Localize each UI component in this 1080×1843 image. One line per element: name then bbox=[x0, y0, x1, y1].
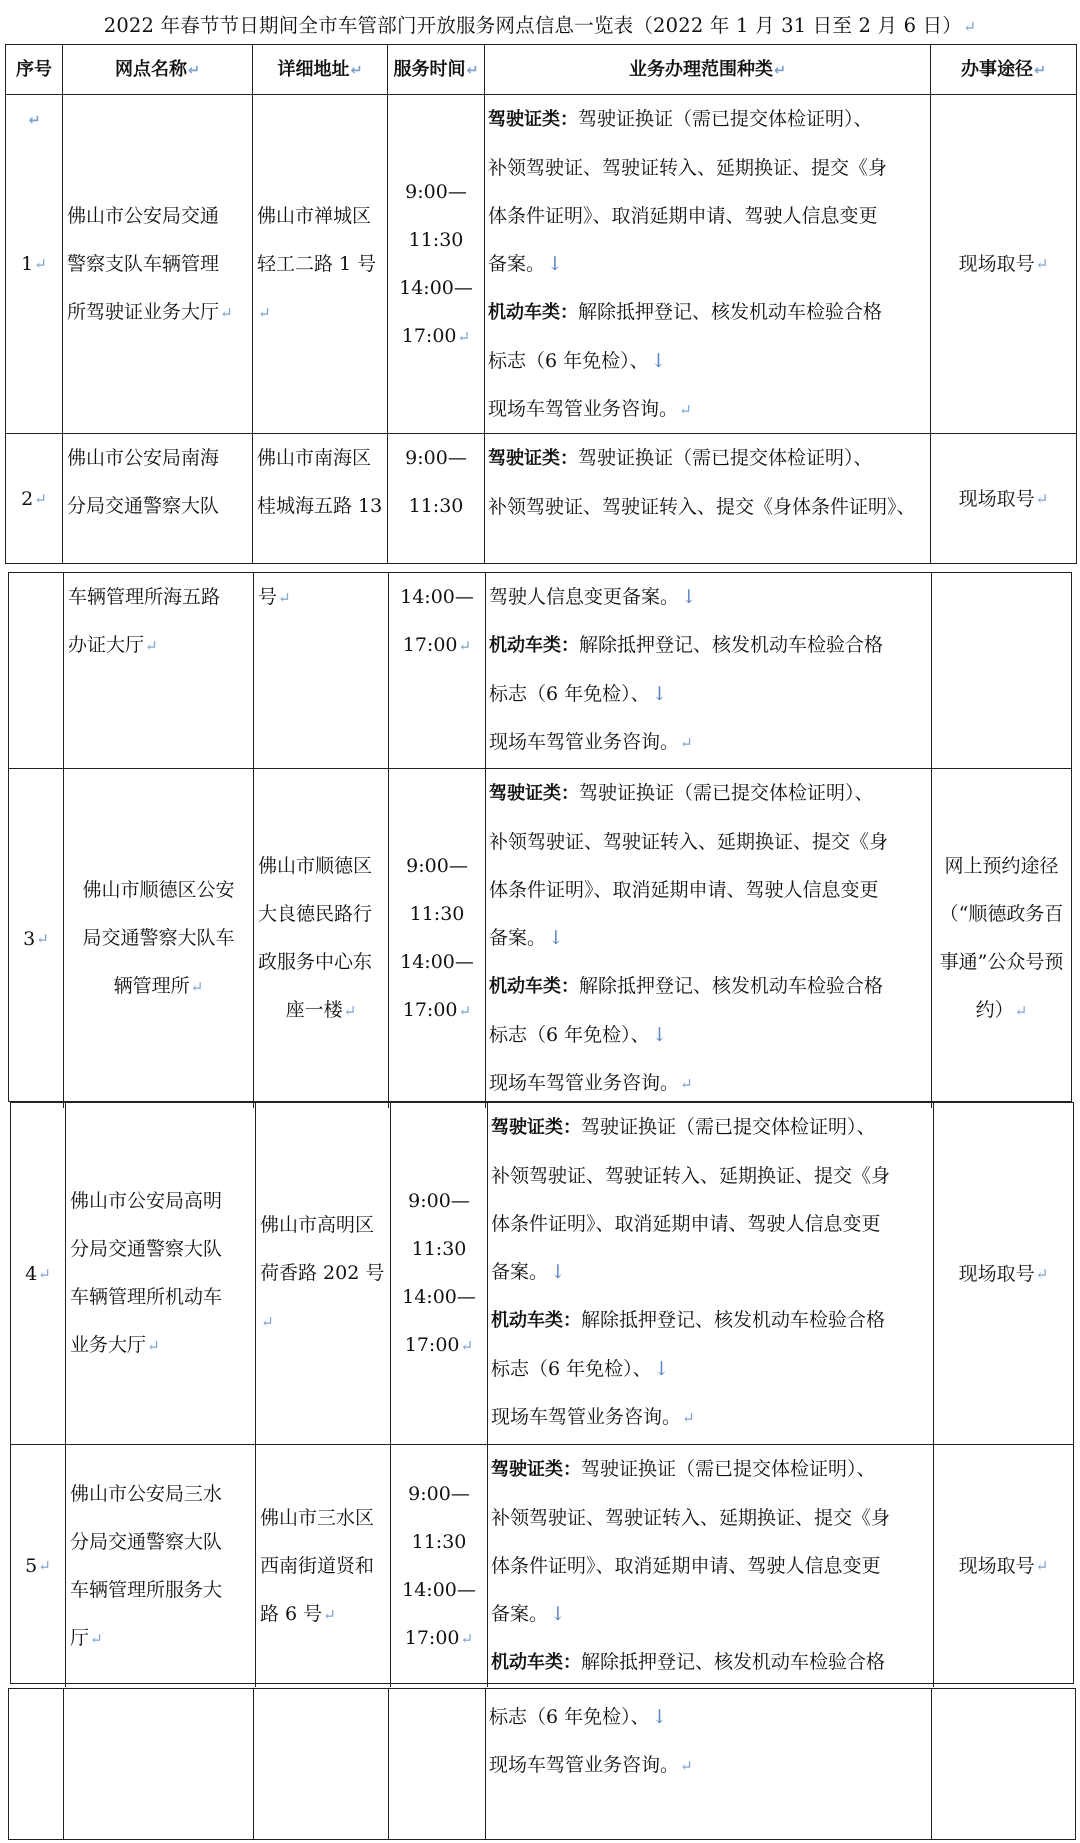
row2-name-part2: 车辆管理所海五路 办证大厅↵ bbox=[64, 573, 254, 769]
paragraph-mark-icon: ↵ bbox=[963, 18, 977, 36]
row5-address: 佛山市三水区 西南街道贤和 路 6 号↵ bbox=[256, 1445, 391, 1687]
row3-channel: 网上预约途径 （“顺德政务百 事通”公众号预 约）↵ bbox=[939, 855, 1064, 1021]
row2-channel-cont bbox=[932, 573, 1071, 769]
row1-no: 1 ↵ bbox=[6, 95, 63, 434]
row2-no: 2 ↵ bbox=[6, 434, 63, 563]
row2-scope-part2: 驾驶人信息变更备案。 ↓ 机动车类：解除抵押登记、核发机动车检验合格 标志（6 年免检）、 ↓ 现场车驾管业务咨询。↵ bbox=[486, 573, 932, 769]
row5-time-cont bbox=[389, 1689, 486, 1839]
row4-scope: 驾驶证类：驾驶证换证（需已提交体检证明）、 补领驾驶证、驾驶证转入、延期换证、提交《身 体条件证明》、取消延期申请、驾驶人信息变更 备案。 ↓ 机动车类：解除抵押登记、核发机动车检验合格 标志（6 年免检）、 ↓ 现场车驾管业务咨询。↵ bbox=[488, 1103, 934, 1445]
table-segment-3 bbox=[10, 1102, 1074, 1684]
table-segment-1 bbox=[5, 44, 1077, 564]
row3-name: 佛山市顺德区公安 局交通警察大队车 辆管理所↵ bbox=[64, 769, 254, 1108]
row3-address: 佛山市顺德区 大良德民路行 政服务中心东 座一楼↵ bbox=[254, 769, 389, 1108]
row5-scope-part2: 标志（6 年免检）、 ↓ 现场车驾管业务咨询。↵ bbox=[486, 1689, 932, 1839]
row5-no: 5 ↵ bbox=[11, 1445, 66, 1687]
header-name: 网点名称↵ bbox=[63, 45, 253, 95]
header-scope: 业务办理范围种类↵ bbox=[485, 45, 931, 95]
row5-channel: 现场取号 ↵ bbox=[958, 1555, 1049, 1577]
row2-channel: 现场取号 ↵ bbox=[958, 487, 1049, 510]
row5-time: 9:00— 11:30 14:00— 17:00↵ bbox=[391, 1445, 488, 1687]
row4-time: 9:00— 11:30 14:00— 17:00↵ bbox=[391, 1103, 488, 1445]
row2-time-part1: 9:00— 11:30 bbox=[388, 434, 485, 563]
row2-no-cont bbox=[9, 573, 64, 769]
row5-scope-part1: 驾驶证类：驾驶证换证（需已提交体检证明）、 补领驾驶证、驾驶证转入、延期换证、提交《身 体条件证明》、取消延期申请、驾驶人信息变更 备案。 ↓ 机动车类：解除抵押登记、核发机动车检验合格 bbox=[488, 1445, 934, 1687]
row5-address-cont bbox=[254, 1689, 389, 1839]
row3-no: 3 ↵ bbox=[9, 769, 64, 1108]
table-segment-4 bbox=[8, 1688, 1076, 1840]
page-title bbox=[0, 10, 1080, 38]
row3-scope: 驾驶证类：驾驶证换证（需已提交体检证明）、 补领驾驶证、驾驶证转入、延期换证、提交《身 体条件证明》、取消延期申请、驾驶人信息变更 备案。 ↓ 机动车类：解除抵押登记、核发机动车检验合格 标志（6 年免检）、 ↓ 现场车驾管业务咨询。↵ bbox=[486, 769, 932, 1108]
row5-name-cont bbox=[64, 1689, 254, 1839]
row1-channel: 现场取号 ↵ bbox=[931, 95, 1076, 434]
row5-no-cont bbox=[9, 1689, 64, 1839]
row2-time-part2: 14:00— 17:00↵ bbox=[389, 573, 486, 769]
header-time: 服务时间↵ bbox=[388, 45, 485, 95]
row2-address-part1: 佛山市南海区 桂城海五路 13 bbox=[253, 434, 388, 563]
title-text: 2022 年春节节日期间全市车管部门开放服务网点信息一览表（2022 年 1 月 31 日至 2 月 6 日） bbox=[103, 14, 962, 37]
row1-scope: 驾驶证类：驾驶证换证（需已提交体检证明）、 补领驾驶证、驾驶证转入、延期换证、提交《身 体条件证明》、取消延期申请、驾驶人信息变更 备案。 ↓ 机动车类：解除抵押登记、核发机动车检验合格 标志（6 年免检）、 ↓ 现场车驾管业务咨询。↵ bbox=[485, 95, 931, 434]
row1-address: 佛山市禅城区 轻工二路 1 号↵ bbox=[253, 95, 388, 434]
row2-address-part2: 号↵ bbox=[254, 573, 389, 769]
row4-channel: 现场取号 ↵ bbox=[934, 1103, 1073, 1445]
row4-name: 佛山市公安局高明 分局交通警察大队 车辆管理所机动车 业务大厅↵ bbox=[66, 1103, 256, 1445]
row2-name-part1: 佛山市公安局南海 分局交通警察大队 bbox=[63, 434, 253, 563]
row3-time: 9:00— 11:30 14:00— 17:00↵ bbox=[389, 769, 486, 1108]
row2-scope-part1: 驾驶证类：驾驶证换证（需已提交体检证明）、 补领驾驶证、驾驶证转入、提交《身体条件证明》、 bbox=[485, 434, 931, 563]
header-channel: 办事途径↵ bbox=[931, 45, 1076, 95]
row5-channel-cont bbox=[932, 1689, 1075, 1839]
table-segment-2 bbox=[8, 572, 1072, 1102]
row5-name: 佛山市公安局三水 分局交通警察大队 车辆管理所服务大 厅↵ bbox=[66, 1445, 256, 1687]
header-no: 序号↵ bbox=[6, 45, 63, 95]
row4-no: 4 ↵ bbox=[11, 1103, 66, 1445]
row1-name: 佛山市公安局交通 警察支队车辆管理 所驾驶证业务大厅↵ bbox=[63, 95, 253, 434]
row1-time: 9:00— 11:30 14:00— 17:00↵ bbox=[388, 95, 485, 434]
row4-address: 佛山市高明区 荷香路 202 号↵ bbox=[256, 1103, 391, 1445]
header-address: 详细地址↵ bbox=[253, 45, 388, 95]
